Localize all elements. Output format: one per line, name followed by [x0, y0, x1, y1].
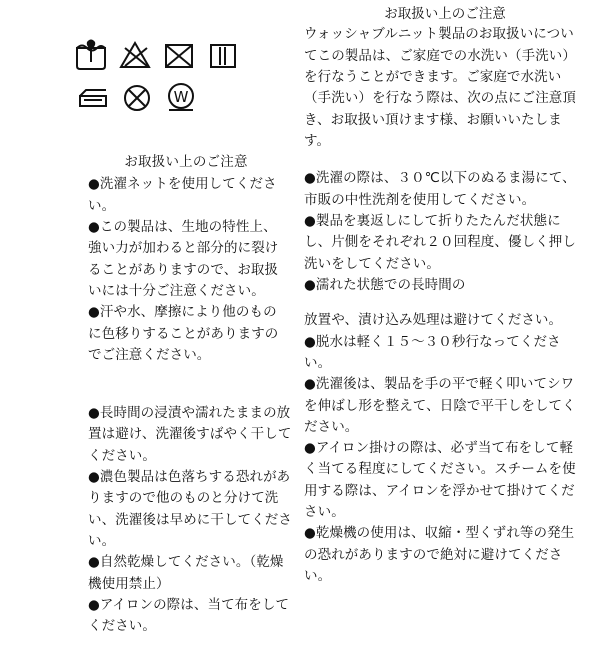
right-column: [298, 0, 600, 650]
left2-item-1: ●長時間の浸漬や濡れたままの放置は避け、洗濯後すばやく干してください。: [88, 405, 292, 464]
right-care-intro: [304, 4, 586, 152]
left2-item-4: ●アイロンの際は、当て布をしてください。: [88, 596, 290, 635]
care-symbols-row-1: [74, 36, 258, 72]
left2-item-3: ●自然乾燥してください。（乾燥機使用禁止）: [88, 554, 284, 592]
left2-item-2: ●濃色製品は色落ちする恐れがありますので他のものと分けて洗い、洗濯後は早めに干してください。: [88, 468, 292, 549]
left-item-1: ●洗濯ネットを使用してください。: [88, 176, 277, 214]
right2-item-4: ●アイロン掛けの際は、必ず当て布をして軽く当てる程度にしてください。スチームを使用する際は、アイロンを浮かせて掛けてください。: [304, 440, 576, 521]
right2-item-1: 放置や、漬け込み処理は避けてください。: [304, 312, 563, 329]
left-heading: お取扱い上のご注意: [124, 154, 248, 170]
care-symbols-group: [74, 36, 258, 120]
no-chlorine-bleach-symbol: [118, 36, 152, 72]
left-care-instructions: [88, 152, 284, 366]
left-care-instructions-continued: [88, 403, 292, 638]
right2-item-3: ●洗濯後は、製品を手の平で軽く叩いてシワを伸ばし形を整えて、日陰で平干しをしてください。: [304, 376, 576, 435]
right-item-3: ●濡れた状態での長時間の: [304, 276, 466, 293]
no-dry-clean-symbol: [120, 78, 154, 114]
right-item-1: ●洗濯の際は、３０℃以下のぬるま湯にて、市販の中性洗剤を使用してください。: [304, 170, 576, 208]
hand-wash-symbol: [74, 36, 108, 72]
right-intro-paragraph: ウォッシャブルニット製品のお取扱いについてこの製品は、ご家庭での水洗い（手洗い）を行なうことができます。ご家庭で水洗い（手洗い）を行なう際は、次の点にご注意頂き、お取扱い頂けます様、お願いいたします。: [304, 26, 576, 149]
right-care-instructions: [304, 168, 586, 296]
care-symbols-row-2: [74, 78, 258, 114]
dry-flat-in-shade-symbol: [76, 78, 110, 114]
iron-low-temp-symbol: [206, 36, 240, 72]
right-care-instructions-continued: [304, 310, 586, 587]
right2-item-2: ●脱水は軽く１５～３０秒行なってください。: [304, 333, 561, 371]
left-column: [0, 0, 298, 650]
svg-text:W: W: [173, 88, 189, 106]
no-tumble-dry-symbol: [162, 36, 196, 72]
right-heading: お取扱い上のご注意: [384, 6, 506, 22]
right-item-2: ●製品を裏返しにして折りたたんだ状態にし、片側をそれぞれ２０回程度、優しく押し洗いをしてください。: [304, 212, 576, 272]
left-item-3: ●汗や水、摩擦により他のものに色移りすることがありますのでご注意ください。: [88, 304, 279, 363]
left-item-2: ●この製品は、生地の特性上、強い力が加わると部分的に裂けることがありますので、お取扱いには十分ご注意ください。: [88, 218, 279, 299]
right2-item-5: ●乾燥機の使用は、収縮・型くずれ等の発生の恐れがありますので絶対に避けてください。: [304, 525, 575, 585]
wet-clean-symbol: [164, 78, 198, 114]
